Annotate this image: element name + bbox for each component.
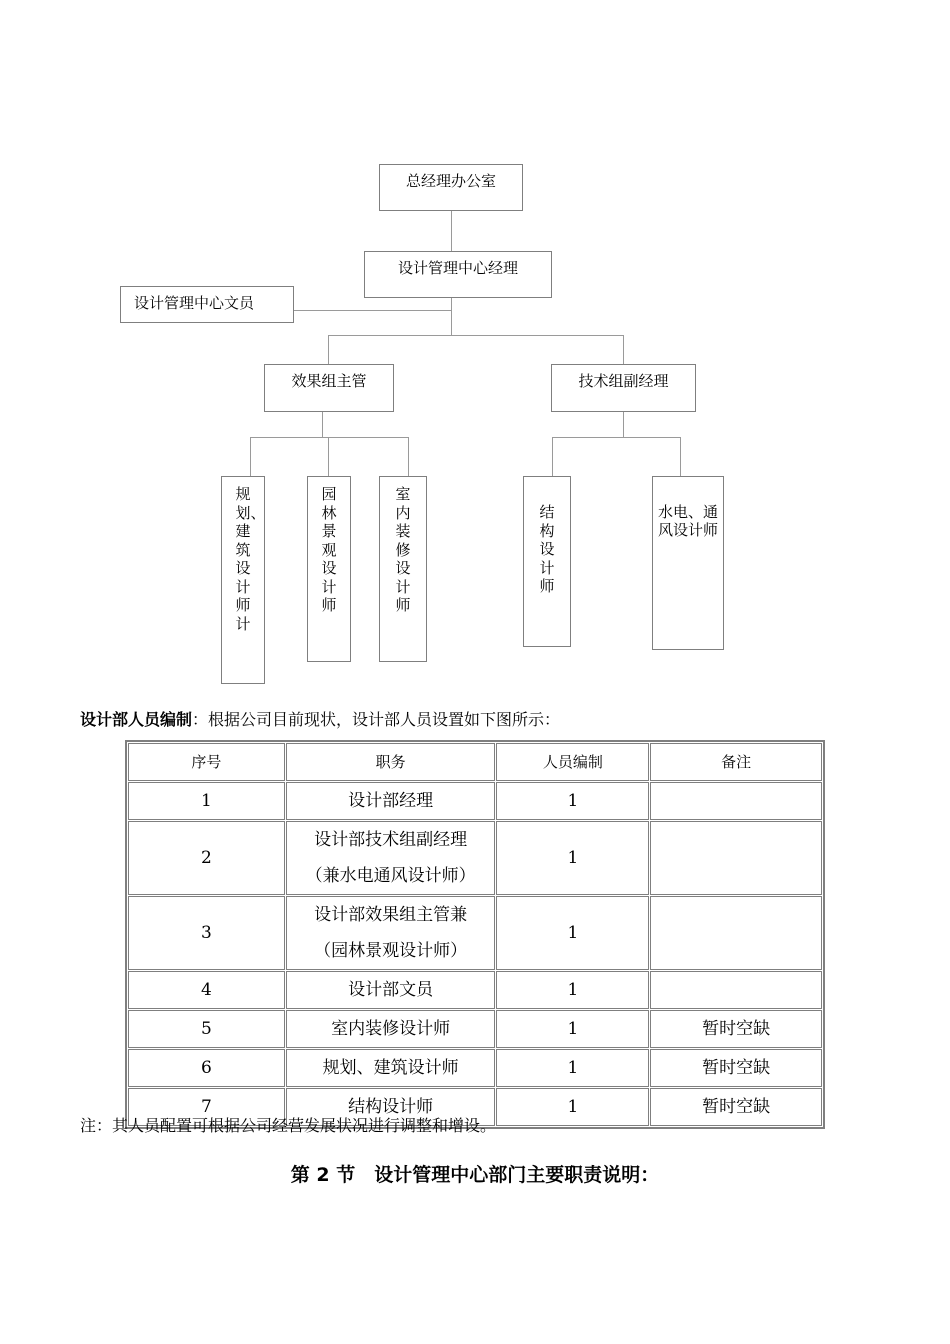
cell-no: 6 [128,1049,285,1087]
section-heading: 第 2 节 设计管理中心部门主要职责说明： [290,1164,660,1186]
connector-line [250,437,251,476]
table-row [128,782,822,820]
header-count: 人员编制 [496,743,649,781]
intro-label: 设计部人员编制 [80,710,193,729]
org-label: 效果组主管 [291,372,367,390]
org-label: 设计管理中心文员 [134,294,255,312]
org-box-top [379,164,523,211]
org-box-mep-designer [652,476,724,650]
org-label: 技术组副经理 [578,372,669,390]
header-note: 备注 [650,743,822,781]
cell-note: 暂时空缺 [650,1010,822,1048]
table-header-row [128,743,822,781]
cell-role: 设计部经理 [286,782,496,820]
connector-line [293,310,451,311]
org-box-tech-head [551,364,696,412]
org-box-planning-architect [221,476,265,684]
cell-count: 1 [496,971,649,1009]
connector-line [680,437,681,476]
org-box-landscape-designer [307,476,351,662]
cell-note [650,821,822,895]
org-box-effect-head [264,364,394,412]
cell-no: 7 [128,1088,285,1126]
role-line: 设计部效果组主管兼 [314,905,468,925]
connector-line [328,437,329,476]
connector-line [623,412,624,437]
cell-role [286,821,496,895]
table-row [128,821,822,895]
org-label: 规划、建筑设计师计 [235,485,266,633]
org-label: 水电、通风设计师 [657,503,718,539]
header-no: 序号 [128,743,285,781]
org-label: 结构设计师 [539,503,555,595]
cell-no: 1 [128,782,285,820]
cell-count: 1 [496,1010,649,1048]
org-label: 园林景观设计师 [321,485,337,614]
cell-count: 1 [496,782,649,820]
table-row [128,1010,822,1048]
cell-note: 暂时空缺 [650,1088,822,1126]
cell-no: 4 [128,971,285,1009]
cell-role: 室内装修设计师 [286,1010,496,1048]
cell-note: 暂时空缺 [650,1049,822,1087]
connector-line [623,335,624,364]
connector-line [451,211,452,251]
cell-note [650,782,822,820]
role-line: （园林景观设计师） [314,941,468,961]
org-label: 总经理办公室 [405,172,496,190]
cell-role: 规划、建筑设计师 [286,1049,496,1087]
role-line: （兼水电通风设计师） [305,866,476,886]
cell-no: 3 [128,896,285,970]
role-line: 设计部技术组副经理 [314,830,468,850]
footnote: 注：其人员配置可根据公司经营发展状况进行调整和增设。 [80,1116,497,1135]
table-row [128,896,822,970]
header-role: 职务 [286,743,496,781]
staffing-table [125,740,825,1129]
connector-line [552,437,681,438]
cell-no: 5 [128,1010,285,1048]
connector-line [552,437,553,476]
connector-line [408,437,409,476]
table-row [128,1049,822,1087]
org-box-center-manager [364,251,552,298]
connector-line [328,335,624,336]
org-box-structure-designer [523,476,571,647]
cell-count: 1 [496,1049,649,1087]
staffing-intro [80,707,560,730]
connector-line [250,437,409,438]
cell-count: 1 [496,1088,649,1126]
cell-count: 1 [496,821,649,895]
org-box-interior-designer [379,476,427,662]
cell-note [650,971,822,1009]
cell-note [650,896,822,970]
org-label: 室内装修设计师 [395,485,411,614]
connector-line [451,298,452,335]
cell-role: 结构设计师 [286,1088,496,1126]
cell-role: 设计部文员 [286,971,496,1009]
connector-line [322,412,323,437]
cell-no: 2 [128,821,285,895]
table-row [128,971,822,1009]
intro-text: ：根据公司目前现状，设计部人员设置如下图所示： [192,710,561,729]
org-box-clerk [120,286,294,323]
cell-count: 1 [496,896,649,970]
org-label: 设计管理中心经理 [397,259,518,277]
connector-line [328,335,329,364]
cell-role [286,896,496,970]
